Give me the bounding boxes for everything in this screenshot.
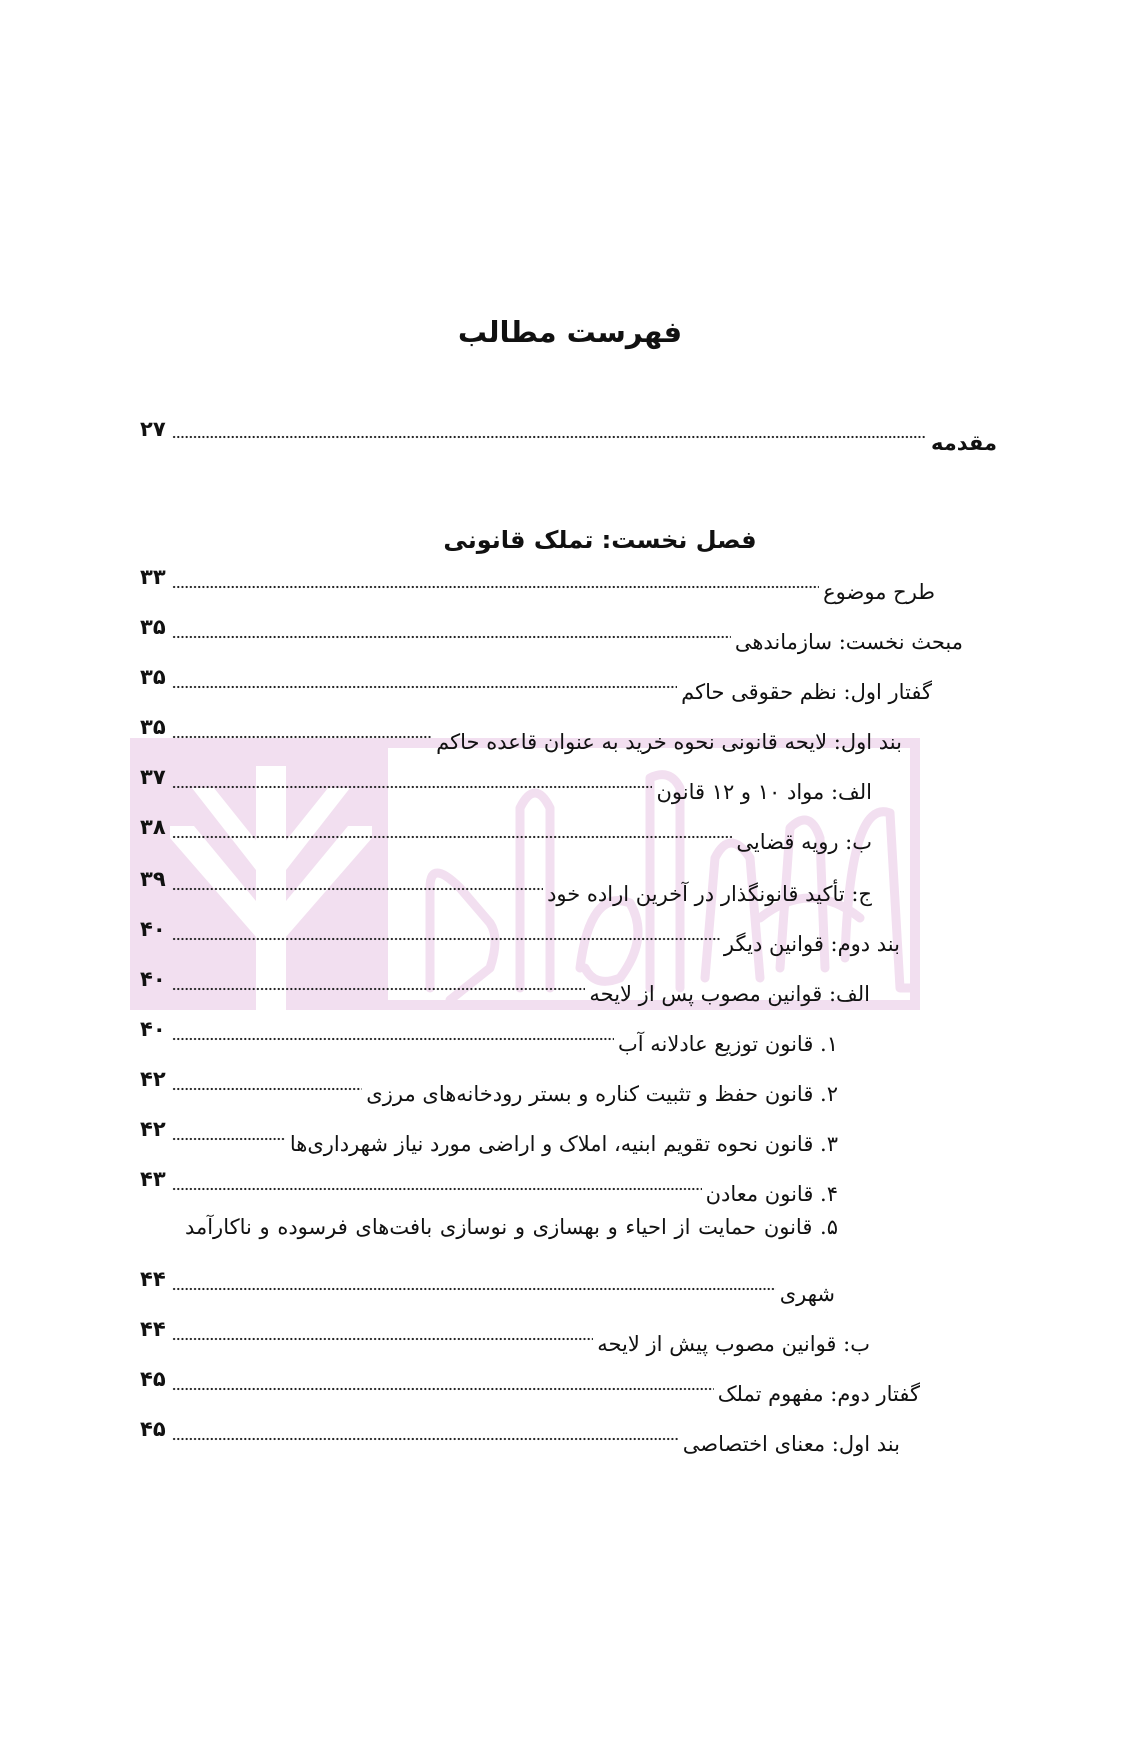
entry-label: ۱. قانون توزیع عادلانه آب	[617, 1032, 838, 1056]
dot-leader	[172, 937, 720, 941]
toc-entry[interactable]	[140, 713, 902, 763]
page-number: ۴۵	[140, 1367, 166, 1391]
dot-leader	[172, 1437, 679, 1441]
page-number: ۴۲	[140, 1067, 166, 1091]
page-number: ۴۰	[140, 917, 166, 941]
page-number: ۲۷	[140, 417, 166, 441]
toc-entry[interactable]	[140, 1115, 838, 1165]
dot-leader	[172, 987, 586, 991]
dot-leader	[172, 435, 925, 439]
entry-label: ۲. قانون حفظ و تثبیت کناره و بستر رودخانه‌های مرزی	[366, 1082, 838, 1106]
dot-leader	[172, 585, 820, 589]
dot-leader	[172, 1387, 714, 1391]
chapter-heading: فصل نخست: تملک قانونی	[443, 526, 757, 554]
page-number: ۳۳	[140, 565, 166, 589]
page-number: ۳۵	[140, 665, 166, 689]
page-number: ۳۵	[140, 715, 166, 739]
toc-entry[interactable]	[140, 965, 870, 1015]
entry-label: بند اول: معنای اختصاصی	[682, 1432, 900, 1456]
entry-label: ب: رویه قضایی	[736, 830, 872, 854]
toc-entry[interactable]	[140, 813, 872, 863]
dot-leader	[172, 1337, 594, 1341]
page-number: ۴۳	[140, 1167, 166, 1191]
entry-label-continuation: شهری	[779, 1282, 835, 1306]
toc-entry[interactable]	[140, 1265, 835, 1315]
toc-entry[interactable]	[140, 1415, 900, 1465]
dot-leader	[172, 685, 677, 689]
dot-leader	[172, 1187, 702, 1191]
toc-entry[interactable]	[140, 613, 963, 663]
dot-leader	[172, 635, 731, 639]
page-number: ۳۵	[140, 615, 166, 639]
entry-label: طرح موضوع	[823, 580, 935, 604]
page-number: ۳۷	[140, 765, 166, 789]
toc-entry[interactable]	[140, 763, 872, 813]
entry-label: گفتار دوم: مفهوم تملک	[717, 1382, 920, 1406]
entry-label: بند دوم: قوانین دیگر	[723, 932, 900, 956]
dot-leader	[172, 1287, 776, 1291]
toc-entry[interactable]	[140, 1165, 838, 1215]
page-number: ۴۲	[140, 1117, 166, 1141]
entry-label: ۵. قانون حمایت از احیاء و بهسازی و نوسازی بافت‌های فرسوده و ناکارآمد	[184, 1215, 838, 1239]
page-number: ۴۴	[140, 1317, 166, 1341]
dot-leader	[172, 835, 733, 839]
toc-entry[interactable]	[140, 1315, 870, 1365]
entry-label: ۴. قانون معادن	[705, 1182, 838, 1206]
dot-leader	[172, 1037, 614, 1041]
page-number: ۴۰	[140, 1017, 166, 1041]
entry-label: ۳. قانون نحوه تقویم ابنیه، املاک و اراضی مورد نیاز شهرداری‌ها	[289, 1132, 838, 1156]
dot-leader	[172, 735, 433, 739]
toc-entry[interactable]	[140, 1015, 838, 1065]
page-number: ۴۰	[140, 967, 166, 991]
entry-label: ج: تأکید قانونگذار در آخرین اراده خود	[547, 882, 872, 906]
toc-entry-intro[interactable]	[140, 415, 997, 465]
dot-leader	[172, 785, 653, 789]
page-number: ۴۵	[140, 1417, 166, 1441]
page-number: ۳۹	[140, 867, 166, 891]
page-title: فهرست مطالب	[457, 315, 683, 349]
entry-label: بند اول: لایحه قانونی نحوه خرید به عنوان قاعده حاکم	[436, 730, 902, 754]
entry-label: گفتار اول: نظم حقوقی حاکم	[681, 680, 932, 704]
toc-entry[interactable]	[140, 915, 900, 965]
entry-label: الف: قوانین مصوب پس از لایحه	[589, 982, 870, 1006]
dot-leader	[172, 887, 543, 891]
toc-entry[interactable]	[140, 563, 935, 613]
dot-leader	[172, 1137, 286, 1141]
toc-entry[interactable]	[140, 1365, 920, 1415]
entry-label: الف: مواد ۱۰ و ۱۲ قانون	[656, 780, 872, 804]
page-number: ۳۸	[140, 815, 166, 839]
toc-entry[interactable]	[140, 1065, 838, 1115]
dot-leader	[172, 1087, 363, 1091]
toc-entry[interactable]	[140, 663, 932, 713]
entry-label: مقدمه	[929, 428, 997, 458]
entry-label: ب: قوانین مصوب پیش از لایحه	[597, 1332, 870, 1356]
entry-label: مبحث نخست: سازماندهی	[734, 630, 963, 654]
page-number: ۴۴	[140, 1267, 166, 1291]
toc-entry[interactable]	[140, 865, 872, 915]
